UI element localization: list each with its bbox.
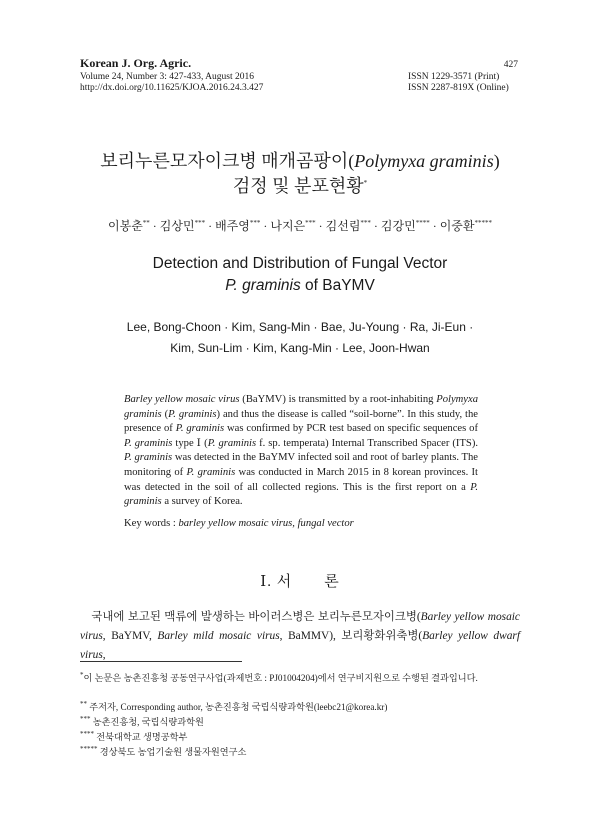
footnote-mark: *** <box>80 715 91 723</box>
intro-paragraph <box>80 608 520 665</box>
footnote-text: 전북대학교 생명공학부 <box>96 732 188 743</box>
footnote <box>80 743 520 758</box>
author-mark: *** <box>305 219 316 227</box>
intro-text: Barley yellow dwarf virus <box>80 630 520 661</box>
author-mark: *** <box>194 219 206 227</box>
korean-authors: 이봉춘** · 김상민*** · 배주영*** · 나지은*** · 김선림*** · 김강민**** · 이중환***** <box>108 219 492 233</box>
abstract-text: ) and thus the disease is called “soil-borne”. In this study, the presence of <box>124 408 478 435</box>
intro-text: , BaYMV, <box>102 630 158 642</box>
footnote-text: 농촌진흥청, 국립식량과학원 <box>92 717 204 728</box>
korean-title-species: Polymyxa graminis <box>354 151 494 171</box>
abstract-text: P. graminis <box>124 452 173 464</box>
abstract-text: Polymyxa graminis <box>124 394 478 420</box>
english-authors-line2: Kim, Sun-Lim · Kim, Kang-Min · Lee, Joon-Hwan <box>170 341 430 355</box>
abstract-text: (BaYMV) is transmitted by a root-inhabiting <box>239 394 437 405</box>
korean-author: 이중환 <box>439 219 475 233</box>
abstract-text: P. graminis <box>168 408 217 420</box>
korean-title-line2-text: 검정 및 분포현황 <box>232 176 364 196</box>
abstract-text: was confirmed by PCR test based on specific sequences of <box>224 423 478 435</box>
intro-text: Barley yellow mosaic virus <box>80 611 520 642</box>
doi-link[interactable]: http://dx.doi.org/10.11625/KJOA.2016.24.3.427 <box>80 83 264 93</box>
intro-text: Barley mild mosaic virus <box>157 630 280 642</box>
korean-author: 나지은 <box>270 219 306 233</box>
author-mark: **** <box>415 219 430 227</box>
abstract-text: type Ⅰ ( <box>172 437 208 449</box>
english-title-line1: Detection and Distribution of Fungal Vector <box>152 255 448 272</box>
author-mark: *** <box>249 219 261 227</box>
footnote-mark: ***** <box>80 745 98 753</box>
abstract-text: P. graminis <box>124 437 173 449</box>
volume-info: Volume 24, Number 3: 427-433, August 2016 <box>80 72 254 82</box>
abstract-text: ( <box>161 408 169 420</box>
footnote-text: 주저자, Corresponding author, 농촌진흥청 국립식량과학원(leebc21@korea.kr) <box>89 702 388 713</box>
author-mark: ** <box>142 219 150 227</box>
footnote-mark: * <box>80 671 84 679</box>
keywords-value: barley yellow mosaic virus, fungal vector <box>178 518 354 529</box>
english-authors-line1: Lee, Bong-Choon · Kim, Sang-Min · Bae, Ju-Young · Ra, Ji-Eun · <box>126 320 474 334</box>
korean-author: 김상민 <box>159 219 195 233</box>
intro-text: , <box>102 649 106 661</box>
footnote-divider <box>80 661 242 662</box>
journal-name: Korean J. Org. Agric. <box>80 56 192 70</box>
author-mark: ***** <box>474 219 492 227</box>
korean-title-line1 <box>0 147 600 173</box>
korean-title-line2 <box>0 172 600 198</box>
korean-title-suffix: ) <box>493 151 500 171</box>
author-mark: *** <box>360 219 371 227</box>
english-title-rest: of BaYMV <box>300 277 375 294</box>
footnote-text: 경상북도 농업기술원 생물자원연구소 <box>99 747 247 758</box>
korean-title-prefix: 보리누른모자이크병 매개곰팡이( <box>100 151 355 171</box>
korean-title-footnote-mark: * <box>363 179 368 187</box>
korean-author: 김강민 <box>380 219 416 233</box>
korean-author: 이봉춘 <box>108 219 143 233</box>
keywords-label: Key words : <box>124 518 179 529</box>
abstract-text: was conducted in March 2015 in 8 korean provinces. It was detected in the soil of all collected regions. This is the first report on a <box>124 466 478 493</box>
intro-text: 국내에 보고된 맥류에 발생하는 바이러스병은 보리누른모자이크병( <box>91 611 421 623</box>
abstract-text: was detected in the BaYMV infected soil and root of barley plants. The monitoring of <box>124 452 479 478</box>
abstract-text: P. graminis <box>124 481 478 508</box>
footnote <box>80 713 520 728</box>
section-heading: Ⅰ. 서 론 <box>260 574 340 590</box>
issn-online: ISSN 2287-819X (Online) <box>408 83 509 93</box>
intro-text: , BaMMV), 보리황화위축병( <box>279 630 423 642</box>
footnote <box>80 728 520 743</box>
abstract-text: P. graminis <box>186 466 236 478</box>
issn-print: ISSN 1229-3571 (Print) <box>408 72 500 82</box>
abstract-text: a survey of Korea. <box>161 496 243 508</box>
footnote-mark: ** <box>80 700 87 708</box>
abstract-text: P. graminis <box>175 423 225 435</box>
footnote-text: 이 논문은 농촌진흥청 공동연구사업(과제번호 : PJ01004204)에서 연구비지원으로 수행된 결과입니다. <box>83 673 478 684</box>
abstract-text: P. graminis <box>207 437 257 449</box>
keywords <box>124 518 354 529</box>
korean-author: 김선림 <box>325 219 361 233</box>
abstract <box>124 393 478 510</box>
page-number: 427 <box>503 60 518 70</box>
abstract-text: f. sp. temperata) Internal Transcribed Spacer (ITS). <box>256 437 478 449</box>
footnote-mark: **** <box>80 730 94 738</box>
footnote <box>80 669 520 684</box>
korean-author: 배주영 <box>215 219 250 233</box>
english-title-species: P. graminis <box>225 277 301 294</box>
english-title-line2 <box>0 277 600 295</box>
footnote <box>80 698 520 713</box>
abstract-text: Barley yellow mosaic virus <box>124 394 240 405</box>
